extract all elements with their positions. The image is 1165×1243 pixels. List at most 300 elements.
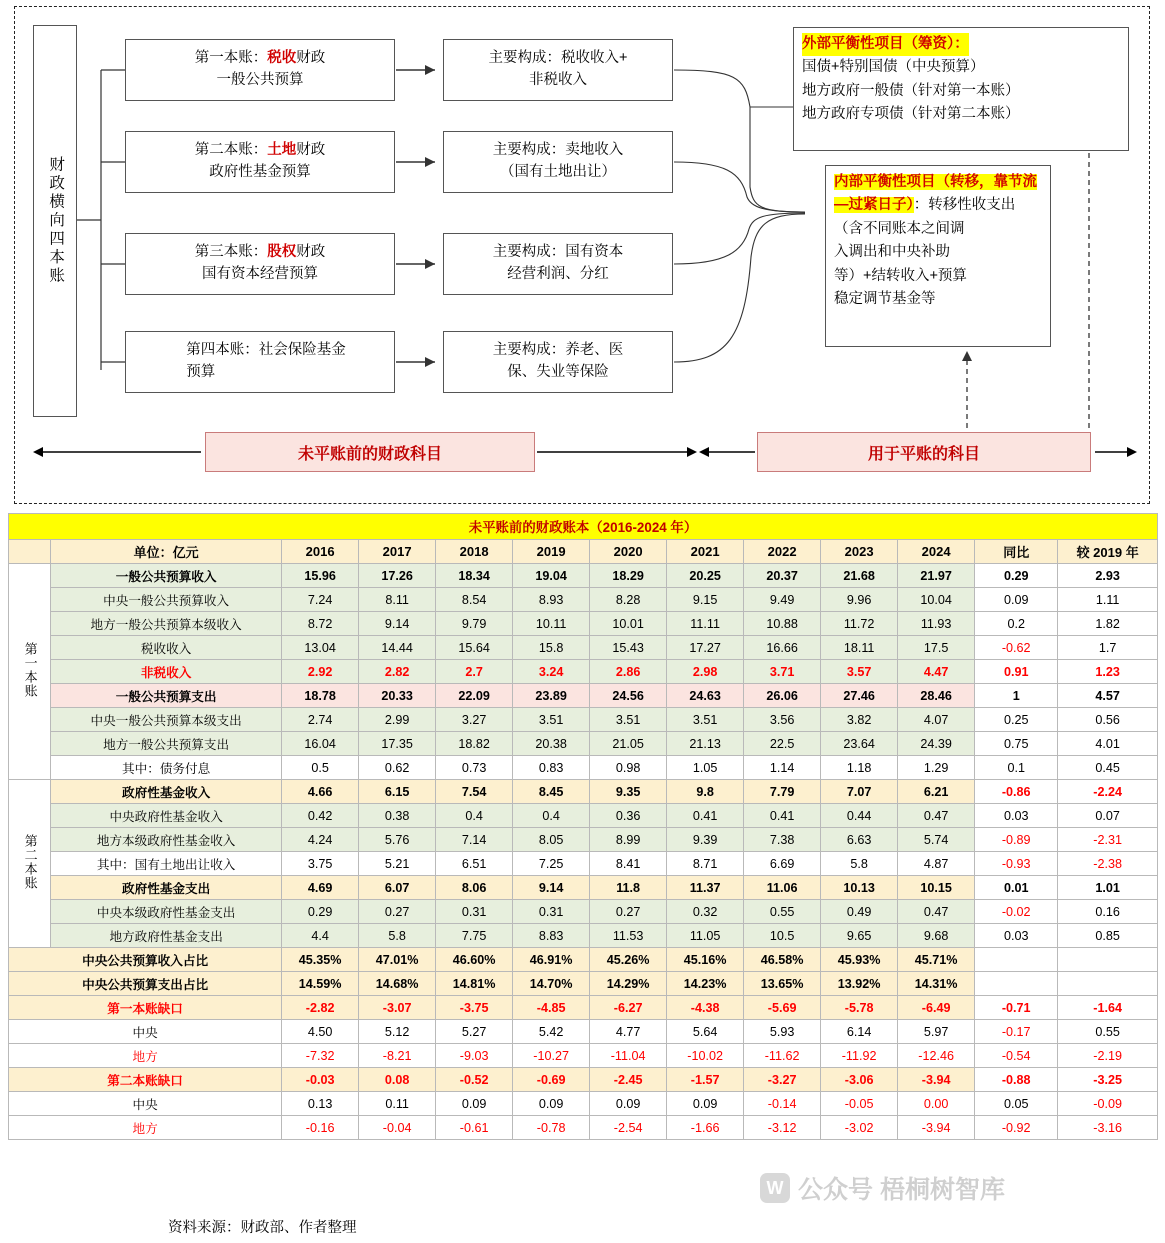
- cell-yoy: 0.2: [975, 612, 1058, 636]
- band-balancing-items: 用于平账的科目: [757, 432, 1091, 472]
- row-label: 地方一般公共预算支出: [51, 732, 282, 756]
- table-cell: 11.53: [590, 924, 667, 948]
- cell-vs-2019: 1.23: [1058, 660, 1158, 684]
- table-cell: 17.26: [359, 564, 436, 588]
- row-label: 中央: [9, 1020, 282, 1044]
- header-vs-2019: 较 2019 年: [1058, 540, 1158, 564]
- table-cell: 10.5: [744, 924, 821, 948]
- cell-yoy: 0.75: [975, 732, 1058, 756]
- cell-yoy: -0.71: [975, 996, 1058, 1020]
- account-box-2: [125, 131, 395, 193]
- table-cell: 8.99: [590, 828, 667, 852]
- table-cell: -4.38: [667, 996, 744, 1020]
- table-cell: 0.49: [821, 900, 898, 924]
- table-cell: 2.99: [359, 708, 436, 732]
- table-cell: 0.38: [359, 804, 436, 828]
- table-cell: 1.14: [744, 756, 821, 780]
- table-cell: 13.04: [282, 636, 359, 660]
- external-balance-note: [793, 27, 1129, 151]
- table-cell: 0.4: [436, 804, 513, 828]
- band-unbalanced-items: 未平账前的财政科目: [205, 432, 535, 472]
- table-cell: 8.41: [590, 852, 667, 876]
- table-cell: 5.76: [359, 828, 436, 852]
- table-cell: 9.68: [898, 924, 975, 948]
- cell-vs-2019: -0.09: [1058, 1092, 1158, 1116]
- cell-yoy: 0.91: [975, 660, 1058, 684]
- internal-balance-note: [825, 165, 1051, 347]
- table-cell: 5.42: [513, 1020, 590, 1044]
- table-cell: 0.31: [436, 900, 513, 924]
- table-cell: -10.27: [513, 1044, 590, 1068]
- table-cell: -0.14: [744, 1092, 821, 1116]
- table-row: [9, 1020, 1158, 1044]
- table-row: [9, 636, 1158, 660]
- row-label: 中央政府性基金收入: [51, 804, 282, 828]
- table-row: [9, 1092, 1158, 1116]
- table-cell: 0.08: [359, 1068, 436, 1092]
- table-row: [9, 948, 1158, 972]
- cell-yoy: 0.09: [975, 588, 1058, 612]
- table-cell: 16.04: [282, 732, 359, 756]
- table-cell: 46.91%: [513, 948, 590, 972]
- table-cell: 6.15: [359, 780, 436, 804]
- internal-note-line-2: （含不同账本之间调: [834, 220, 965, 237]
- table-cell: 5.8: [359, 924, 436, 948]
- table-cell: 9.14: [359, 612, 436, 636]
- table-cell: 6.14: [821, 1020, 898, 1044]
- table-cell: 19.04: [513, 564, 590, 588]
- table-cell: 3.82: [821, 708, 898, 732]
- table-cell: 9.8: [667, 780, 744, 804]
- table-cell: 4.50: [282, 1020, 359, 1044]
- table-cell: -9.03: [436, 1044, 513, 1068]
- account-2-line2: 政府性基金预算: [209, 164, 311, 180]
- cell-vs-2019: -2.38: [1058, 852, 1158, 876]
- cell-vs-2019: 4.57: [1058, 684, 1158, 708]
- table-cell: 0.09: [436, 1092, 513, 1116]
- account-3-prefix: 第三本账：: [194, 244, 268, 261]
- table-cell: 0.41: [744, 804, 821, 828]
- table-cell: 0.73: [436, 756, 513, 780]
- table-cell: 5.21: [359, 852, 436, 876]
- group-label-account-1: 第一本账: [9, 564, 51, 780]
- table-cell: -3.27: [744, 1068, 821, 1092]
- table-cell: 21.68: [821, 564, 898, 588]
- header-year-2018: 2018: [436, 540, 513, 564]
- cell-yoy: 0.1: [975, 756, 1058, 780]
- table-cell: 10.04: [898, 588, 975, 612]
- table-cell: 8.93: [513, 588, 590, 612]
- table-cell: 5.12: [359, 1020, 436, 1044]
- account-1-highlight: 税收: [267, 50, 297, 67]
- table-cell: 7.24: [282, 588, 359, 612]
- table-cell: 22.5: [744, 732, 821, 756]
- cell-yoy: 0.25: [975, 708, 1058, 732]
- cell-vs-2019: -3.25: [1058, 1068, 1158, 1092]
- table-cell: 9.14: [513, 876, 590, 900]
- table-cell: 20.38: [513, 732, 590, 756]
- table-cell: 11.06: [744, 876, 821, 900]
- internal-note-line-3: 入调出和中央补助: [834, 244, 950, 261]
- row-label: 其中：国有土地出让收入: [51, 852, 282, 876]
- table-cell: 5.64: [667, 1020, 744, 1044]
- table-cell: 22.09: [436, 684, 513, 708]
- internal-note-title-tail: ：: [913, 197, 929, 214]
- table-cell: 46.58%: [744, 948, 821, 972]
- table-cell: 2.74: [282, 708, 359, 732]
- table-cell: 14.59%: [282, 972, 359, 996]
- external-note-line-2: 地方政府一般债（针对第一本账）: [802, 82, 1020, 99]
- header-year-2022: 2022: [744, 540, 821, 564]
- cell-yoy: 0.29: [975, 564, 1058, 588]
- table-cell: 46.60%: [436, 948, 513, 972]
- table-cell: 20.33: [359, 684, 436, 708]
- table-cell: 0.4: [513, 804, 590, 828]
- header-year-2023: 2023: [821, 540, 898, 564]
- table-cell: -3.75: [436, 996, 513, 1020]
- row-label: 政府性基金收入: [51, 780, 282, 804]
- table-cell: 17.35: [359, 732, 436, 756]
- account-box-3: [125, 233, 395, 295]
- table-cell: -6.27: [590, 996, 667, 1020]
- cell-vs-2019: 0.85: [1058, 924, 1158, 948]
- account-2-highlight: 土地: [267, 142, 297, 159]
- table-cell: 2.98: [667, 660, 744, 684]
- table-row: [9, 828, 1158, 852]
- table-row: [9, 1044, 1158, 1068]
- table-cell: 14.44: [359, 636, 436, 660]
- table-cell: 23.89: [513, 684, 590, 708]
- composition-4-line2: 保、失业等保险: [507, 364, 609, 380]
- table-cell: -0.05: [821, 1092, 898, 1116]
- composition-box-1: [443, 39, 673, 101]
- table-cell: 2.86: [590, 660, 667, 684]
- table-cell: -2.82: [282, 996, 359, 1020]
- table-cell: 45.16%: [667, 948, 744, 972]
- table-cell: 3.57: [821, 660, 898, 684]
- table-cell: 21.13: [667, 732, 744, 756]
- cell-yoy: 0.03: [975, 924, 1058, 948]
- table-cell: 0.13: [282, 1092, 359, 1116]
- header-unit-label: 单位：亿元: [51, 540, 282, 564]
- table-row: [9, 924, 1158, 948]
- table-cell: 24.56: [590, 684, 667, 708]
- table-cell: 8.71: [667, 852, 744, 876]
- table-cell: 7.38: [744, 828, 821, 852]
- row-label: 非税收入: [51, 660, 282, 684]
- cell-yoy: [975, 948, 1058, 972]
- account-4-suffix: 社会保险基金: [258, 342, 346, 359]
- table-cell: 0.42: [282, 804, 359, 828]
- table-cell: 13.92%: [821, 972, 898, 996]
- table-cell: 7.79: [744, 780, 821, 804]
- table-cell: 5.8: [821, 852, 898, 876]
- cell-vs-2019: -2.19: [1058, 1044, 1158, 1068]
- table-cell: 9.35: [590, 780, 667, 804]
- table-cell: 1.29: [898, 756, 975, 780]
- table-cell: 9.96: [821, 588, 898, 612]
- table-cell: 4.69: [282, 876, 359, 900]
- composition-1-line2: 非税收入: [529, 72, 587, 88]
- table-cell: 3.51: [667, 708, 744, 732]
- cell-yoy: -0.17: [975, 1020, 1058, 1044]
- table-cell: -0.16: [282, 1116, 359, 1140]
- table-cell: 3.24: [513, 660, 590, 684]
- table-cell: 4.66: [282, 780, 359, 804]
- table-cell: 0.00: [898, 1092, 975, 1116]
- account-1-line2: 一般公共预算: [216, 72, 304, 88]
- table-cell: 10.11: [513, 612, 590, 636]
- row-label: 地方政府性基金支出: [51, 924, 282, 948]
- cell-vs-2019: 2.93: [1058, 564, 1158, 588]
- table-row: [9, 612, 1158, 636]
- table-cell: 14.29%: [590, 972, 667, 996]
- budget-structure-diagram: [14, 6, 1150, 504]
- table-cell: 0.55: [744, 900, 821, 924]
- table-cell: 13.65%: [744, 972, 821, 996]
- table-row: [9, 900, 1158, 924]
- header-year-2017: 2017: [359, 540, 436, 564]
- row-label: 中央: [9, 1092, 282, 1116]
- cell-vs-2019: 1.82: [1058, 612, 1158, 636]
- table-cell: 8.54: [436, 588, 513, 612]
- table-cell: 0.27: [359, 900, 436, 924]
- table-cell: 23.64: [821, 732, 898, 756]
- account-box-4: [125, 331, 395, 393]
- internal-note-line-5: 稳定调节基金等: [834, 291, 936, 308]
- table-cell: 2.82: [359, 660, 436, 684]
- table-cell: 14.70%: [513, 972, 590, 996]
- table-cell: 9.65: [821, 924, 898, 948]
- row-label: 地方: [9, 1044, 282, 1068]
- composition-3-line2: 经营利润、分红: [507, 266, 609, 282]
- table-cell: 0.5: [282, 756, 359, 780]
- account-1-suffix: 财政: [296, 50, 326, 67]
- table-cell: 11.37: [667, 876, 744, 900]
- table-cell: 11.8: [590, 876, 667, 900]
- row-label: 第二本账缺口: [9, 1068, 282, 1092]
- table-cell: -0.04: [359, 1116, 436, 1140]
- account-4-line2: 预算: [186, 364, 216, 380]
- table-cell: 14.81%: [436, 972, 513, 996]
- table-cell: 7.14: [436, 828, 513, 852]
- table-row: [9, 972, 1158, 996]
- table-cell: 8.83: [513, 924, 590, 948]
- table-cell: 9.15: [667, 588, 744, 612]
- table-cell: 0.09: [667, 1092, 744, 1116]
- table-cell: -11.62: [744, 1044, 821, 1068]
- table-row: [9, 852, 1158, 876]
- cell-vs-2019: 0.45: [1058, 756, 1158, 780]
- header-year-2019: 2019: [513, 540, 590, 564]
- table-cell: 6.63: [821, 828, 898, 852]
- composition-2-line1: 主要构成：卖地收入: [492, 142, 624, 159]
- table-cell: 14.31%: [898, 972, 975, 996]
- table-cell: 15.8: [513, 636, 590, 660]
- row-label: 中央一般公共预算本级支出: [51, 708, 282, 732]
- cell-yoy: -0.88: [975, 1068, 1058, 1092]
- table-cell: -1.66: [667, 1116, 744, 1140]
- internal-note-title: 内部平衡性项目（转移，靠节流—过紧日子）: [834, 174, 1037, 214]
- cell-vs-2019: 4.01: [1058, 732, 1158, 756]
- table-cell: -11.04: [590, 1044, 667, 1068]
- table-row: [9, 1116, 1158, 1140]
- row-label: 一般公共预算收入: [51, 564, 282, 588]
- cell-vs-2019: -1.64: [1058, 996, 1158, 1020]
- row-label: 第一本账缺口: [9, 996, 282, 1020]
- internal-note-line-4: 等）+结转收入+预算: [834, 267, 967, 284]
- table-cell: 45.35%: [282, 948, 359, 972]
- cell-vs-2019: [1058, 948, 1158, 972]
- table-cell: -6.49: [898, 996, 975, 1020]
- table-cell: 5.74: [898, 828, 975, 852]
- table-cell: 7.07: [821, 780, 898, 804]
- table-cell: 2.7: [436, 660, 513, 684]
- header-year-2021: 2021: [667, 540, 744, 564]
- table-cell: 6.07: [359, 876, 436, 900]
- table-cell: 0.32: [667, 900, 744, 924]
- cell-vs-2019: 0.07: [1058, 804, 1158, 828]
- table-cell: 9.79: [436, 612, 513, 636]
- table-cell: 0.62: [359, 756, 436, 780]
- table-row: [9, 564, 1158, 588]
- table-cell: 0.36: [590, 804, 667, 828]
- row-label: 地方: [9, 1116, 282, 1140]
- cell-vs-2019: 1.01: [1058, 876, 1158, 900]
- fiscal-table-wrap: [8, 513, 1158, 1176]
- table-title-row: [9, 514, 1158, 540]
- cell-yoy: 0.01: [975, 876, 1058, 900]
- table-cell: 18.34: [436, 564, 513, 588]
- table-cell: 8.06: [436, 876, 513, 900]
- table-row: [9, 996, 1158, 1020]
- table-header-row: [9, 540, 1158, 564]
- table-cell: 4.87: [898, 852, 975, 876]
- table-cell: -2.54: [590, 1116, 667, 1140]
- account-2-prefix: 第二本账：: [194, 142, 268, 159]
- cell-yoy: -0.54: [975, 1044, 1058, 1068]
- table-cell: 6.51: [436, 852, 513, 876]
- composition-1-line1: 主要构成：税收收入+: [488, 50, 628, 67]
- table-cell: 0.83: [513, 756, 590, 780]
- table-cell: -7.32: [282, 1044, 359, 1068]
- cell-vs-2019: 0.56: [1058, 708, 1158, 732]
- table-cell: -4.85: [513, 996, 590, 1020]
- composition-3-line1: 主要构成：国有资本: [492, 244, 624, 261]
- cell-vs-2019: -2.24: [1058, 780, 1158, 804]
- table-cell: -5.69: [744, 996, 821, 1020]
- cell-vs-2019: -2.31: [1058, 828, 1158, 852]
- table-cell: 8.05: [513, 828, 590, 852]
- cell-yoy: 0.05: [975, 1092, 1058, 1116]
- cell-yoy: -0.89: [975, 828, 1058, 852]
- row-label: 其中：债务付息: [51, 756, 282, 780]
- table-row: [9, 876, 1158, 900]
- account-box-1: [125, 39, 395, 101]
- table-cell: 0.31: [513, 900, 590, 924]
- table-cell: 18.82: [436, 732, 513, 756]
- table-cell: -2.45: [590, 1068, 667, 1092]
- table-cell: -0.61: [436, 1116, 513, 1140]
- table-cell: -3.94: [898, 1116, 975, 1140]
- table-cell: 3.51: [513, 708, 590, 732]
- external-note-line-3: 地方政府专项债（针对第二本账）: [802, 106, 1020, 123]
- row-label: 政府性基金支出: [51, 876, 282, 900]
- table-cell: -0.52: [436, 1068, 513, 1092]
- table-cell: 7.25: [513, 852, 590, 876]
- table-cell: 16.66: [744, 636, 821, 660]
- table-cell: 7.54: [436, 780, 513, 804]
- table-cell: 4.4: [282, 924, 359, 948]
- table-cell: 20.25: [667, 564, 744, 588]
- table-cell: 10.88: [744, 612, 821, 636]
- cell-yoy: 0.03: [975, 804, 1058, 828]
- diagram-vertical-title: [33, 25, 77, 417]
- table-cell: 3.51: [590, 708, 667, 732]
- table-cell: 4.07: [898, 708, 975, 732]
- table-cell: 21.05: [590, 732, 667, 756]
- account-3-line2: 国有资本经营预算: [202, 266, 318, 282]
- table-cell: 14.68%: [359, 972, 436, 996]
- cell-yoy: 1: [975, 684, 1058, 708]
- cell-vs-2019: 1.11: [1058, 588, 1158, 612]
- table-cell: 8.28: [590, 588, 667, 612]
- table-cell: 6.69: [744, 852, 821, 876]
- table-cell: 28.46: [898, 684, 975, 708]
- header-group-col: [9, 540, 51, 564]
- table-cell: 47.01%: [359, 948, 436, 972]
- table-cell: 3.56: [744, 708, 821, 732]
- table-cell: 24.39: [898, 732, 975, 756]
- table-cell: -5.78: [821, 996, 898, 1020]
- cell-vs-2019: -3.16: [1058, 1116, 1158, 1140]
- header-year-2024: 2024: [898, 540, 975, 564]
- row-label: 地方一般公共预算本级收入: [51, 612, 282, 636]
- account-3-highlight: 股权: [267, 244, 297, 261]
- table-title: 未平账前的财政账本（2016-2024 年）: [9, 514, 1158, 540]
- table-cell: 4.24: [282, 828, 359, 852]
- cell-vs-2019: [1058, 972, 1158, 996]
- table-cell: 21.97: [898, 564, 975, 588]
- table-cell: 9.49: [744, 588, 821, 612]
- table-cell: 2.92: [282, 660, 359, 684]
- table-cell: -8.21: [359, 1044, 436, 1068]
- account-1-prefix: 第一本账：: [194, 50, 268, 67]
- table-cell: 5.93: [744, 1020, 821, 1044]
- table-cell: 26.06: [744, 684, 821, 708]
- table-row: [9, 756, 1158, 780]
- table-cell: 4.77: [590, 1020, 667, 1044]
- table-cell: 1.18: [821, 756, 898, 780]
- cell-yoy: -0.92: [975, 1116, 1058, 1140]
- table-cell: 0.44: [821, 804, 898, 828]
- table-cell: 11.05: [667, 924, 744, 948]
- table-cell: -3.02: [821, 1116, 898, 1140]
- composition-box-3: [443, 233, 673, 295]
- table-row: [9, 684, 1158, 708]
- table-cell: 45.93%: [821, 948, 898, 972]
- table-cell: 0.29: [282, 900, 359, 924]
- table-cell: 18.78: [282, 684, 359, 708]
- table-cell: 17.5: [898, 636, 975, 660]
- table-row: [9, 732, 1158, 756]
- account-4-prefix: 第四本账：: [186, 342, 259, 359]
- table-cell: 17.27: [667, 636, 744, 660]
- table-cell: 0.47: [898, 804, 975, 828]
- table-cell: 45.26%: [590, 948, 667, 972]
- table-cell: 15.64: [436, 636, 513, 660]
- header-year-2020: 2020: [590, 540, 667, 564]
